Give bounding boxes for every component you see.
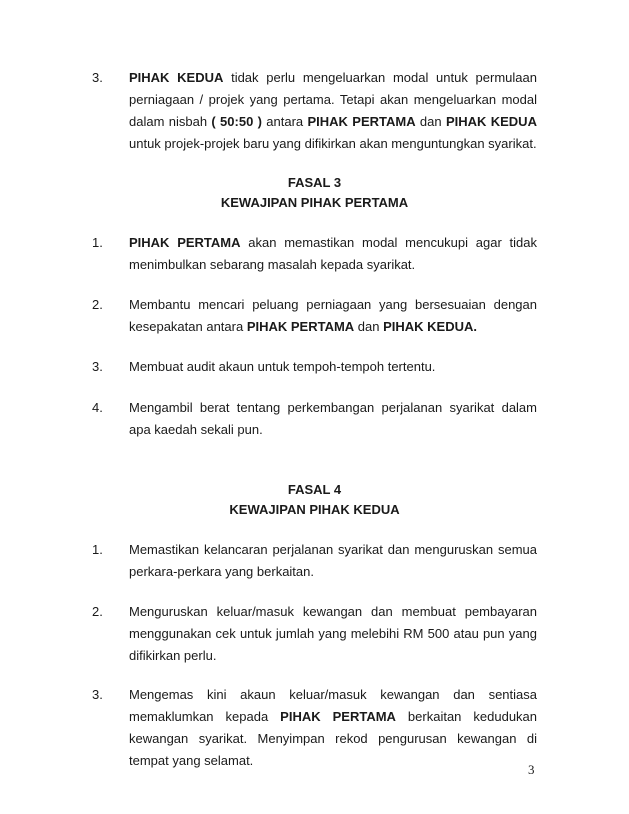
page-number: 3 (528, 762, 535, 777)
item-number: 1. (92, 235, 103, 250)
item-number: 2. (92, 297, 103, 312)
item-text: Mengemas kini akaun keluar/masuk kewangan dan sentiasa memaklumkan kepada PIHAK PERTAMA berkaitan kedudukan kewangan syarikat. Menyimpan rekod pengurusan kewangan di tempat yang selamat. (129, 687, 538, 768)
fasal-3-item-3 (92, 356, 537, 378)
item-text: PIHAK KEDUA tidak perlu mengeluarkan modal untuk permulaan perniagaan / projek yang pertama. Tetapi akan mengeluarkan modal dalam nisbah ( 50:50 ) antara PIHAK PERTAMA dan PIHAK KEDUA untuk projek-projek baru yang difikirkan akan menguntungkan syarikat. (129, 70, 537, 151)
fasal-3-item-4 (92, 397, 537, 441)
item-text: PIHAK PERTAMA akan memastikan modal mencukupi agar tidak menimbulkan sebarang masalah kepada syarikat. (129, 235, 537, 272)
fasal-4-item-1 (92, 539, 537, 583)
item-text: Membantu mencari peluang perniagaan yang bersesuaian dengan kesepakatan antara PIHAK PERTAMA dan PIHAK KEDUA. (129, 297, 537, 334)
item-number: 4. (92, 400, 103, 415)
item-number: 3. (92, 70, 103, 85)
item-number: 3. (92, 359, 103, 374)
fasal-4-title: FASAL 4 (287, 482, 342, 497)
item-text: Menguruskan keluar/masuk kewangan dan membuat pembayaran menggunakan cek untuk jumlah yang melebihi RM 500 atau pun yang difikirkan perlu. (129, 604, 537, 663)
fasal-3-item-1 (92, 232, 537, 276)
fasal-4-item-2 (92, 601, 537, 667)
fasal-3-subtitle: KEWAJIPAN PIHAK PERTAMA (220, 195, 409, 210)
item-text: Memastikan kelancaran perjalanan syarikat dan menguruskan semua perkara-perkara yang berkaitan. (129, 542, 537, 579)
item-text: Mengambil berat tentang perkembangan perjalanan syarikat dalam apa kaedah sekali pun. (129, 400, 537, 437)
item-number: 2. (92, 604, 103, 619)
prev-item-3 (92, 67, 537, 155)
fasal-3-title: FASAL 3 (287, 175, 342, 190)
item-number: 1. (92, 542, 103, 557)
fasal-4-subtitle: KEWAJIPAN PIHAK KEDUA (229, 502, 400, 517)
item-text: Membuat audit akaun untuk tempoh-tempoh tertentu. (129, 359, 436, 374)
fasal-4-item-3 (92, 684, 537, 772)
fasal-3-item-2 (92, 294, 537, 338)
item-number: 3. (92, 687, 103, 702)
